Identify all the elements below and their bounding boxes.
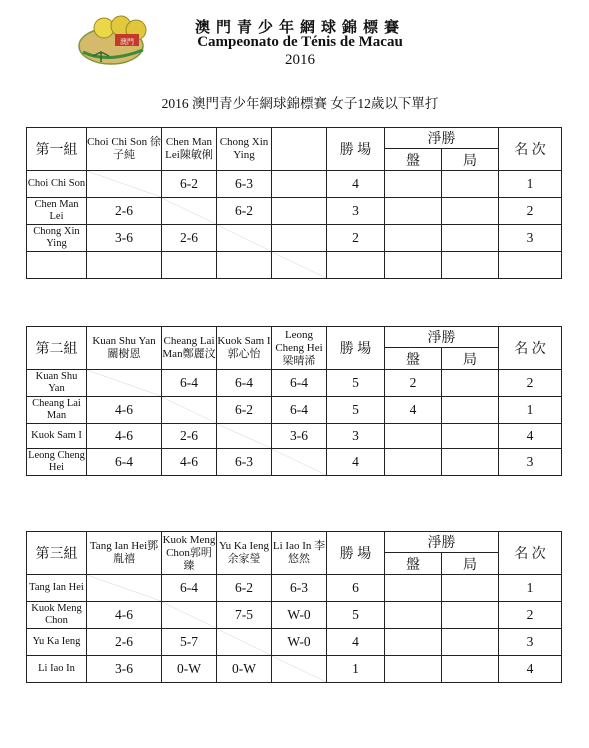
match-score: W-0 <box>272 602 327 629</box>
match-score <box>162 252 217 279</box>
rank-header: 名 次 <box>499 128 562 171</box>
column-player-3: Kuok Sam I 郭心怡 <box>217 327 272 370</box>
self-match-diagonal <box>87 575 162 602</box>
row-player-name: Chong Xin Ying <box>27 225 87 252</box>
match-score: W-0 <box>272 629 327 656</box>
column-player-1: Choi Chi Son 徐子純 <box>87 128 162 171</box>
self-match-diagonal <box>217 225 272 252</box>
group-2-table <box>26 326 561 476</box>
net-header: 淨勝 <box>385 327 499 348</box>
wins-header: 勝 場 <box>327 128 385 171</box>
tournament-logo <box>77 14 155 68</box>
logo-lettering: 澳門 <box>120 38 134 46</box>
net-sets-value <box>385 602 442 629</box>
match-score: 0-W <box>217 656 272 683</box>
group-name: 第一組 <box>27 128 87 171</box>
title-year: 2016 <box>285 52 315 68</box>
column-player-2: Chen Man Lei陳敏俐 <box>162 128 217 171</box>
row-player-name: Li Iao In <box>27 656 87 683</box>
self-match-diagonal <box>217 424 272 449</box>
wins-value: 4 <box>327 449 385 476</box>
match-score: 5-7 <box>162 629 217 656</box>
table-row <box>27 629 562 656</box>
row-player-name: Leong Cheng Hei <box>27 449 87 476</box>
rank-value: 1 <box>499 575 562 602</box>
rank-value: 2 <box>499 370 562 397</box>
games-header: 局 <box>442 553 499 575</box>
self-match-diagonal <box>272 656 327 683</box>
row-player-name: Chen Man Lei <box>27 198 87 225</box>
event-subtitle: 2016 澳門青少年網球錦標賽 女子12歲以下單打 <box>161 96 439 111</box>
wins-value: 3 <box>327 424 385 449</box>
wins-value: 5 <box>327 602 385 629</box>
match-score: 6-3 <box>272 575 327 602</box>
net-games-value <box>442 252 499 279</box>
wins-value: 5 <box>327 397 385 424</box>
match-score: 6-3 <box>217 449 272 476</box>
wins-value <box>327 252 385 279</box>
net-sets-value <box>385 225 442 252</box>
table-row <box>27 656 562 683</box>
wins-value: 1 <box>327 656 385 683</box>
match-score: 4-6 <box>87 602 162 629</box>
net-games-value <box>442 656 499 683</box>
games-header: 局 <box>442 348 499 370</box>
match-score: 2-6 <box>87 198 162 225</box>
net-sets-value <box>385 198 442 225</box>
match-score: 2-6 <box>87 629 162 656</box>
column-player-3: Yu Ka Ieng 余家瑩 <box>217 532 272 575</box>
net-sets-value <box>385 629 442 656</box>
net-games-value <box>442 629 499 656</box>
rank-value: 3 <box>499 225 562 252</box>
rank-value: 2 <box>499 602 562 629</box>
self-match-diagonal <box>87 370 162 397</box>
net-games-value <box>442 225 499 252</box>
table-row <box>27 225 562 252</box>
match-score: 4-6 <box>87 424 162 449</box>
title-portuguese: Campeonato de Ténis de Macau <box>197 34 403 50</box>
self-match-diagonal <box>272 449 327 476</box>
group-3-table <box>26 531 561 683</box>
column-player-1: Kuan Shu Yan 關樹恩 <box>87 327 162 370</box>
match-score: 2-6 <box>162 225 217 252</box>
group-name: 第二組 <box>27 327 87 370</box>
net-games-value <box>442 397 499 424</box>
match-score: 6-4 <box>162 575 217 602</box>
match-score: 7-5 <box>217 602 272 629</box>
wins-value: 3 <box>327 198 385 225</box>
rank-value: 4 <box>499 656 562 683</box>
net-sets-value: 2 <box>385 370 442 397</box>
match-score: 2-6 <box>162 424 217 449</box>
column-player-2: Cheang Lai Man鄭麗汶 <box>162 327 217 370</box>
net-games-value <box>442 198 499 225</box>
table-row <box>27 198 562 225</box>
net-games-value <box>442 449 499 476</box>
net-sets-value <box>385 449 442 476</box>
net-games-value <box>442 602 499 629</box>
games-header: 局 <box>442 149 499 171</box>
net-games-value <box>442 370 499 397</box>
match-score <box>272 171 327 198</box>
group-1-table <box>26 127 561 279</box>
title-chinese: 澳門青少年網球錦標賽 <box>194 20 405 36</box>
match-score: 6-4 <box>162 370 217 397</box>
match-score: 6-2 <box>162 171 217 198</box>
match-score: 3-6 <box>272 424 327 449</box>
rank-value: 3 <box>499 449 562 476</box>
row-player-name <box>27 252 87 279</box>
match-score <box>272 198 327 225</box>
row-player-name: Kuok Sam I <box>27 424 87 449</box>
match-score: 6-4 <box>217 370 272 397</box>
table-row <box>27 171 562 198</box>
net-header: 淨勝 <box>385 128 499 149</box>
match-score: 6-4 <box>272 397 327 424</box>
net-sets-value <box>385 171 442 198</box>
self-match-diagonal <box>272 252 327 279</box>
match-score: 6-4 <box>272 370 327 397</box>
rank-header: 名 次 <box>499 327 562 370</box>
group-table-2 <box>26 326 562 476</box>
column-player-4: Leong Cheng Hei 梁晴浠 <box>272 327 327 370</box>
group-table-1 <box>26 127 562 279</box>
column-player-2: Kuok Meng Chon郭明臻 <box>162 532 217 575</box>
sets-header: 盤 <box>385 149 442 171</box>
match-score: 6-3 <box>217 171 272 198</box>
wins-header: 勝 場 <box>327 327 385 370</box>
row-player-name: Choi Chi Son <box>27 171 87 198</box>
wins-value: 5 <box>327 370 385 397</box>
rank-value: 1 <box>499 397 562 424</box>
wins-header: 勝 場 <box>327 532 385 575</box>
wins-value: 6 <box>327 575 385 602</box>
table-row <box>27 602 562 629</box>
self-match-diagonal <box>162 198 217 225</box>
match-score: 6-4 <box>87 449 162 476</box>
row-player-name: Yu Ka Ieng <box>27 629 87 656</box>
net-sets-value <box>385 575 442 602</box>
wins-value: 4 <box>327 171 385 198</box>
column-player-4 <box>272 128 327 171</box>
row-player-name: Kuok Meng Chon <box>27 602 87 629</box>
sets-header: 盤 <box>385 553 442 575</box>
match-score: 6-2 <box>217 198 272 225</box>
match-score: 3-6 <box>87 225 162 252</box>
rank-value: 2 <box>499 198 562 225</box>
row-player-name: Cheang Lai Man <box>27 397 87 424</box>
wins-value: 2 <box>327 225 385 252</box>
net-header: 淨勝 <box>385 532 499 553</box>
match-score: 3-6 <box>87 656 162 683</box>
net-sets-value <box>385 252 442 279</box>
table-row <box>27 370 562 397</box>
sets-header: 盤 <box>385 348 442 370</box>
rank-header: 名 次 <box>499 532 562 575</box>
column-player-3: Chong Xin Ying <box>217 128 272 171</box>
self-match-diagonal <box>217 629 272 656</box>
match-score <box>217 252 272 279</box>
match-score <box>272 225 327 252</box>
net-sets-value <box>385 424 442 449</box>
match-score: 4-6 <box>162 449 217 476</box>
table-row <box>27 252 562 279</box>
net-sets-value <box>385 656 442 683</box>
rank-value: 4 <box>499 424 562 449</box>
match-score: 4-6 <box>87 397 162 424</box>
table-row <box>27 424 562 449</box>
net-games-value <box>442 575 499 602</box>
table-row <box>27 397 562 424</box>
match-score <box>87 252 162 279</box>
net-games-value <box>442 171 499 198</box>
match-score: 6-2 <box>217 575 272 602</box>
group-table-3 <box>26 531 562 683</box>
match-score: 6-2 <box>217 397 272 424</box>
match-score: 0-W <box>162 656 217 683</box>
rank-value: 1 <box>499 171 562 198</box>
net-games-value <box>442 424 499 449</box>
group-name: 第三組 <box>27 532 87 575</box>
column-player-4: Li Iao In 李悠然 <box>272 532 327 575</box>
rank-value: 3 <box>499 629 562 656</box>
row-player-name: Tang Ian Hei <box>27 575 87 602</box>
table-row <box>27 575 562 602</box>
column-player-1: Tang Ian Hei鄧胤禧 <box>87 532 162 575</box>
self-match-diagonal <box>162 602 217 629</box>
row-player-name: Kuan Shu Yan <box>27 370 87 397</box>
wins-value: 4 <box>327 629 385 656</box>
self-match-diagonal <box>162 397 217 424</box>
table-row <box>27 449 562 476</box>
self-match-diagonal <box>87 171 162 198</box>
net-sets-value: 4 <box>385 397 442 424</box>
rank-value <box>499 252 562 279</box>
